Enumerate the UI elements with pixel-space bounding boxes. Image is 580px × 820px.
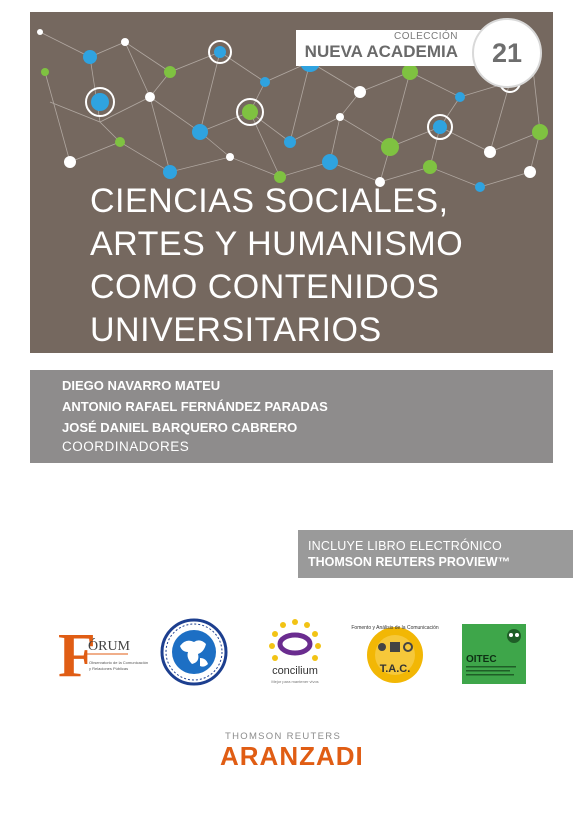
svg-text:F: F [58,622,96,690]
svg-text:y Relaciones Públicas: y Relaciones Públicas [89,666,129,671]
globe-network-logo [160,618,228,686]
globe-icon [160,618,228,686]
forum-logo-graphic [58,618,149,690]
volume-number-badge: 21 [472,18,542,88]
concilium-logo [260,616,330,688]
oitec-emblem-icon [462,624,526,684]
collection-caption: COLECCIÓN [394,31,458,42]
svg-text:concilium: concilium [272,665,318,677]
svg-text:OITEC: OITEC [466,654,497,665]
tac-emblem-icon [351,617,439,687]
ebook-line-1: INCLUYE LIBRO ELECTRÓNICO [308,539,502,553]
svg-text:Fomento y Análisis de la Comun: Fomento y Análisis de la Comunicación [351,625,439,631]
authors-role: COORDINADORES [62,439,190,454]
svg-text:T.A.C.: T.A.C. [379,663,411,675]
author-name: JOSÉ DANIEL BARQUERO CABRERO [62,420,298,435]
book-title [90,180,570,352]
collection-name: NUEVA ACADEMIA [304,42,458,61]
title-line-4: UNIVERSITARIOS [90,311,382,349]
svg-text:Observatorio de la Comunicació: Observatorio de la Comunicación [89,660,149,665]
concilium-emblem-icon [260,616,330,688]
title-line-1: CIENCIAS SOCIALES, [90,182,449,220]
authors-band [30,370,553,463]
publisher-name: ARANZADI [220,741,364,771]
title-line-2: ARTES Y HUMANISMO [90,225,464,263]
oitec-logo [462,624,526,684]
svg-text:ÓRUM: ÓRUM [88,639,131,654]
tac-logo [351,617,439,687]
publisher-parent: THOMSON REUTERS [225,731,342,742]
ebook-line-2: THOMSON REUTERS PROVIEW™ [308,555,511,569]
forum-logo [58,618,149,690]
title-line-3: COMO CONTENIDOS [90,268,440,306]
collection-label [296,30,496,66]
author-name: DIEGO NAVARRO MATEU [62,378,221,393]
author-name: ANTONIO RAFAEL FERNÁNDEZ PARADAS [62,399,328,414]
ebook-band [298,530,573,578]
svg-text:Mejor para mantener vivos: Mejor para mantener vivos [271,679,319,684]
